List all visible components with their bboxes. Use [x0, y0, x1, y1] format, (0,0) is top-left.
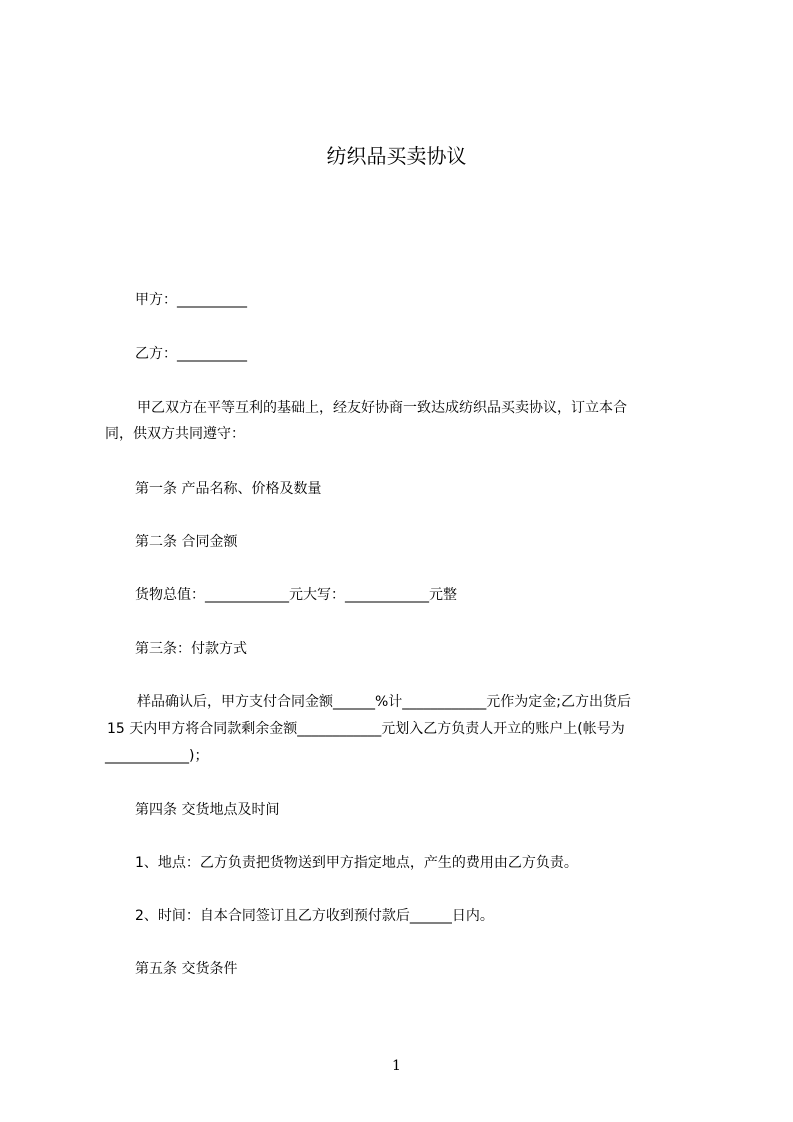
- preamble-line-2: 同，供双方共同遵守：: [105, 426, 245, 442]
- article-4-title: 第四条 交货地点及时间: [135, 802, 280, 818]
- total-value-line: 货物总值：____________元大写：____________元整: [135, 587, 457, 603]
- payment-line-2: 15 天内甲方将合同款剩余金额____________元划入乙方负责人开立的账户上(帐号为: [107, 721, 625, 737]
- delivery-place-line: 1、地点：乙方负责把货物送到甲方指定地点，产生的费用由乙方负责。: [135, 855, 578, 871]
- document-title: 纺织品买卖协议: [326, 144, 467, 168]
- article-3-title: 第三条：付款方式: [135, 641, 247, 657]
- article-5-title: 第五条 交货条件: [135, 961, 238, 977]
- preamble-line-1: 甲乙双方在平等互利的基础上，经友好协商一致达成纺织品买卖协议，订立本合: [137, 400, 627, 416]
- page-number: 1: [392, 1058, 401, 1074]
- payment-line-3: ____________)；: [105, 748, 209, 764]
- article-1-title: 第一条 产品名称、价格及数量: [135, 481, 322, 497]
- payment-line-1: 样品确认后，甲方支付合同金额______%计____________元作为定金;乙方出货后: [137, 694, 632, 710]
- delivery-time-line: 2、时间：自本合同签订且乙方收到预付款后______日内。: [135, 908, 494, 924]
- party-b-line: 乙方：__________: [135, 346, 247, 362]
- party-a-line: 甲方：__________: [135, 292, 247, 308]
- article-2-title: 第二条 合同金额: [135, 534, 238, 550]
